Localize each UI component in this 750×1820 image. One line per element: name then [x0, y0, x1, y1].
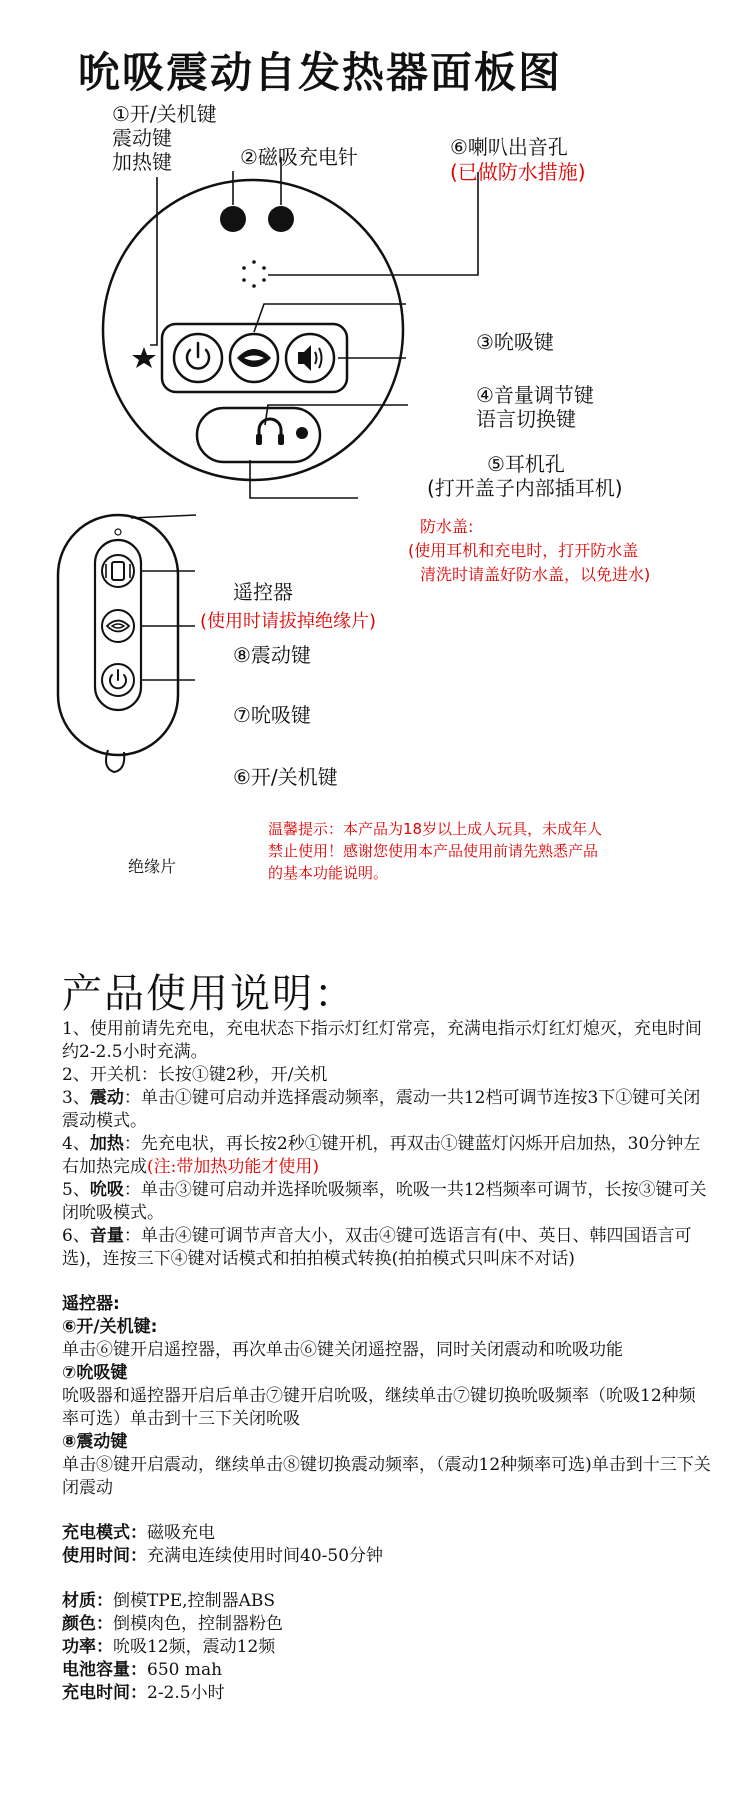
lips-icon-remote [102, 610, 134, 642]
device-body [103, 180, 403, 480]
label-remote-suck: ⑦吮吸键 [233, 703, 311, 727]
remote-suck-text: 吮吸器和遥控器开启后单击⑦键开启吮吸，继续单击⑦键切换吮吸频率（吮吸12种频率可选）单击到十三下关闭吮吸 [62, 1386, 696, 1429]
label-speaker-hole: ⑥喇叭出音孔 [450, 135, 568, 159]
manual-body [62, 1018, 712, 1705]
manual-item-5: 5、吮吸：单击③键可启动并选择吮吸频率，吮吸一共12档频率可调节，长按③键可关闭吮吸模式。 [62, 1180, 707, 1223]
label-charge-pin: ②磁吸充电针 [240, 145, 358, 169]
remote-power-title: ⑥开/关机键: [62, 1317, 158, 1337]
remote-vibrate-title: ⑧震动键 [62, 1432, 128, 1452]
power-icon [174, 334, 222, 382]
remote-power-text: 单击⑥键开启遥控器，再次单击⑥键关闭遥控器，同时关闭震动和吮吸功能 [62, 1340, 623, 1360]
star-icon [132, 347, 156, 368]
label-earphone-hole: ⑤耳机孔 (打开盖子内部插耳机) [427, 452, 623, 500]
vibrate-icon [102, 555, 134, 587]
manual-title: 产品使用说明： [62, 971, 356, 1017]
indicator-dot [296, 427, 308, 439]
headphones-icon [256, 419, 284, 445]
remote-section-title: 遥控器: [62, 1294, 120, 1314]
label-speaker-note: (已做防水措施) [450, 160, 586, 184]
spec-charge-time: 充电时间：2-2.5小时 [62, 1683, 225, 1703]
power-icon-remote [102, 664, 134, 696]
manual-item-3: 3、震动：单击①键可启动并选择震动频率，震动一共12档可调节连按3下①键可关闭震动模式。 [62, 1088, 701, 1131]
spec-material: 材质：倒模TPE,控制器ABS [62, 1591, 276, 1611]
use-time: 使用时间：充满电连续使用时间40-50分钟 [62, 1546, 384, 1566]
warning-text: 温馨提示：本产品为18岁以上成人玩具，未成年人 禁止使用！感谢您使用本产品使用前请先熟悉产品 的基本功能说明。 [268, 820, 603, 882]
spec-color: 颜色：倒模肉色，控制器粉色 [62, 1614, 283, 1634]
charge-mode: 充电模式：磁吸充电 [62, 1523, 215, 1543]
remote-vibrate-text: 单击⑧键开启震动，继续单击⑧键切换震动频率，（震动12种频率可选)单击到十三下关闭震动 [62, 1455, 711, 1498]
label-remote-vibrate: ⑧震动键 [233, 643, 311, 667]
manual-item-1: 1、使用前请先充电，充电状态下指示灯红灯常亮，充满电指示灯红灯熄灭，充电时间约2-2.5小时充满。 [62, 1019, 702, 1062]
speaker-holes [242, 260, 266, 288]
label-remote: 遥控器 [233, 580, 293, 604]
label-remote-note: (使用时请拔掉绝缘片) [200, 611, 377, 632]
label-insulation: 绝缘片 [128, 857, 177, 876]
manual-item-2: 2、开关机：长按①键2秒，开/关机 [62, 1065, 328, 1085]
remote-suck-title: ⑦吮吸键 [62, 1363, 128, 1383]
label-volume-key: ④音量调节键 语言切换键 [476, 383, 594, 431]
charge-pin-right [268, 206, 294, 232]
label-remote-power: ⑥开/关机键 [233, 765, 338, 789]
label-waterproof-cover: 防水盖: (使用耳机和充电时，打开防水盖 清洗时请盖好防水盖，以免进水) [408, 517, 651, 584]
speaker-icon [286, 334, 334, 382]
label-power-key: ①开/关机键 震动键 加热键 [112, 102, 217, 174]
manual-item-4: 4、加热：先充电状，再长按2秒①键开机，再双击①键蓝灯闪烁开启加热，30分钟左右加热完成(注:带加热功能才使用) [62, 1134, 701, 1177]
manual-item-6: 6、音量：单击④键可调节声音大小，双击④键可选语言有(中、英日、韩四国语言可选)，连按三下④键对话模式和拍拍模式转换(拍拍模式只叫床不对话) [62, 1226, 692, 1269]
spec-power: 功率：吮吸12频，震动12频 [62, 1637, 276, 1657]
spec-battery: 电池容量：650 mah [62, 1660, 223, 1680]
page-title: 吮吸震动自发热器面板图 [77, 48, 562, 97]
lips-icon [230, 334, 278, 382]
charge-pin-left [220, 206, 246, 232]
label-suck-key: ③吮吸键 [476, 330, 554, 354]
